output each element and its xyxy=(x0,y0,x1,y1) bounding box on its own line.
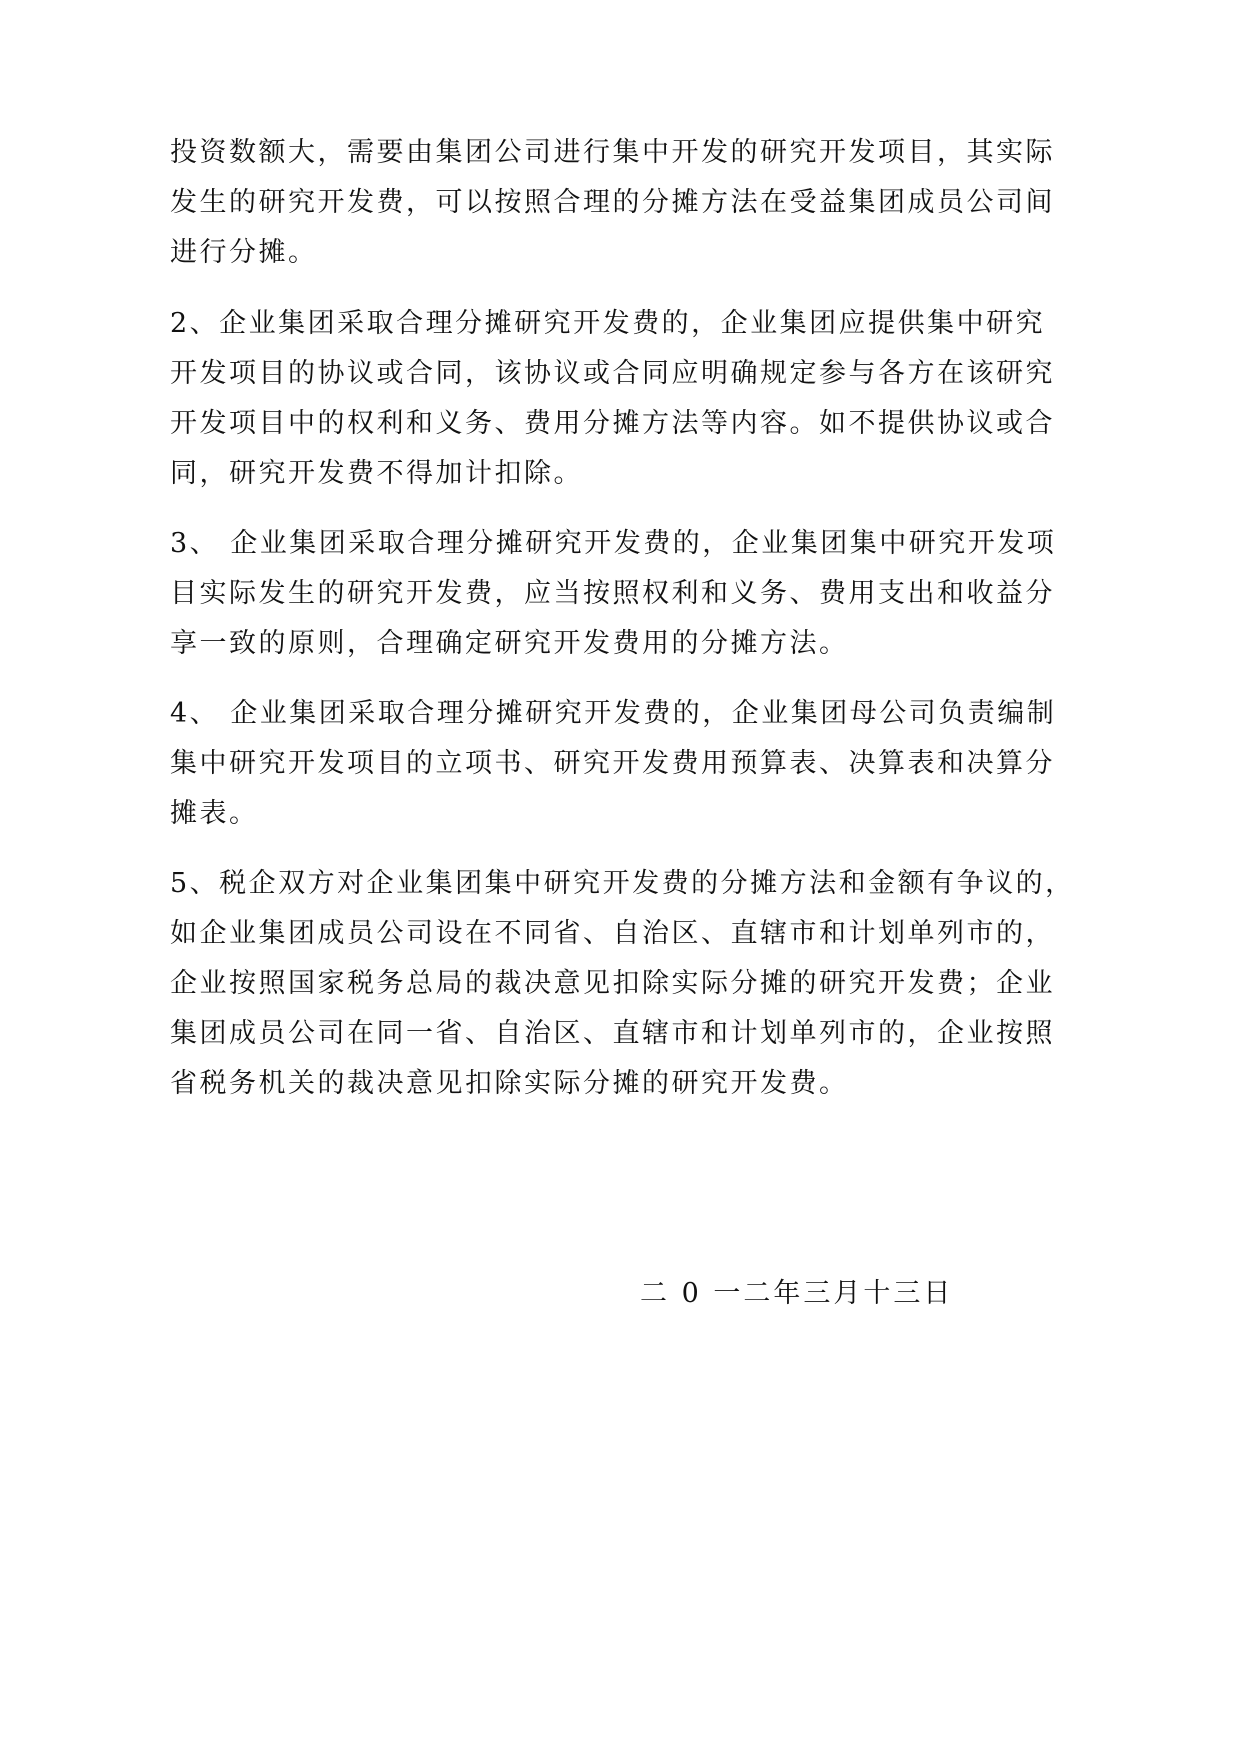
text-line: 开发项目中的权利和义务、费用分摊方法等内容。如不提供协议或合 xyxy=(170,408,1055,439)
text-line: 2、企业集团采取合理分摊研究开发费的，企业集团应提供集中研究 xyxy=(170,308,1046,339)
text-line: 摊表。 xyxy=(170,798,259,829)
text-line: 集中研究开发项目的立项书、研究开发费用预算表、决算表和决算分 xyxy=(170,748,1055,779)
text-line: 开发项目的协议或合同，该协议或合同应明确规定参与各方在该研究 xyxy=(170,358,1055,389)
text-line: 投资数额大，需要由集团公司进行集中开发的研究开发项目，其实际 xyxy=(170,137,1055,168)
text-line: 发生的研究开发费，可以按照合理的分摊方法在受益集团成员公司间 xyxy=(170,187,1055,218)
document-date: 二 0 一二年三月十三日 xyxy=(640,1278,954,1309)
text-line: 同，研究开发费不得加计扣除。 xyxy=(170,458,583,489)
text-line: 目实际发生的研究开发费，应当按照权利和义务、费用支出和收益分 xyxy=(170,578,1055,609)
text-line: 如企业集团成员公司设在不同省、自治区、直辖市和计划单列市的， xyxy=(170,918,1055,949)
text-line: 享一致的原则，合理确定研究开发费用的分摊方法。 xyxy=(170,628,849,659)
text-line: 5、税企双方对企业集团集中研究开发费的分摊方法和金额有争议的， xyxy=(170,868,1075,899)
text-line: 省税务机关的裁决意见扣除实际分摊的研究开发费。 xyxy=(170,1068,849,1099)
text-line: 企业按照国家税务总局的裁决意见扣除实际分摊的研究开发费；企业 xyxy=(170,968,1055,999)
text-line: 4、 企业集团采取合理分摊研究开发费的，企业集团母公司负责编制 xyxy=(170,698,1057,729)
text-line: 进行分摊。 xyxy=(170,237,318,268)
text-line: 3、 企业集团采取合理分摊研究开发费的，企业集团集中研究开发项 xyxy=(170,528,1057,559)
text-line: 集团成员公司在同一省、自治区、直辖市和计划单列市的，企业按照 xyxy=(170,1018,1055,1049)
